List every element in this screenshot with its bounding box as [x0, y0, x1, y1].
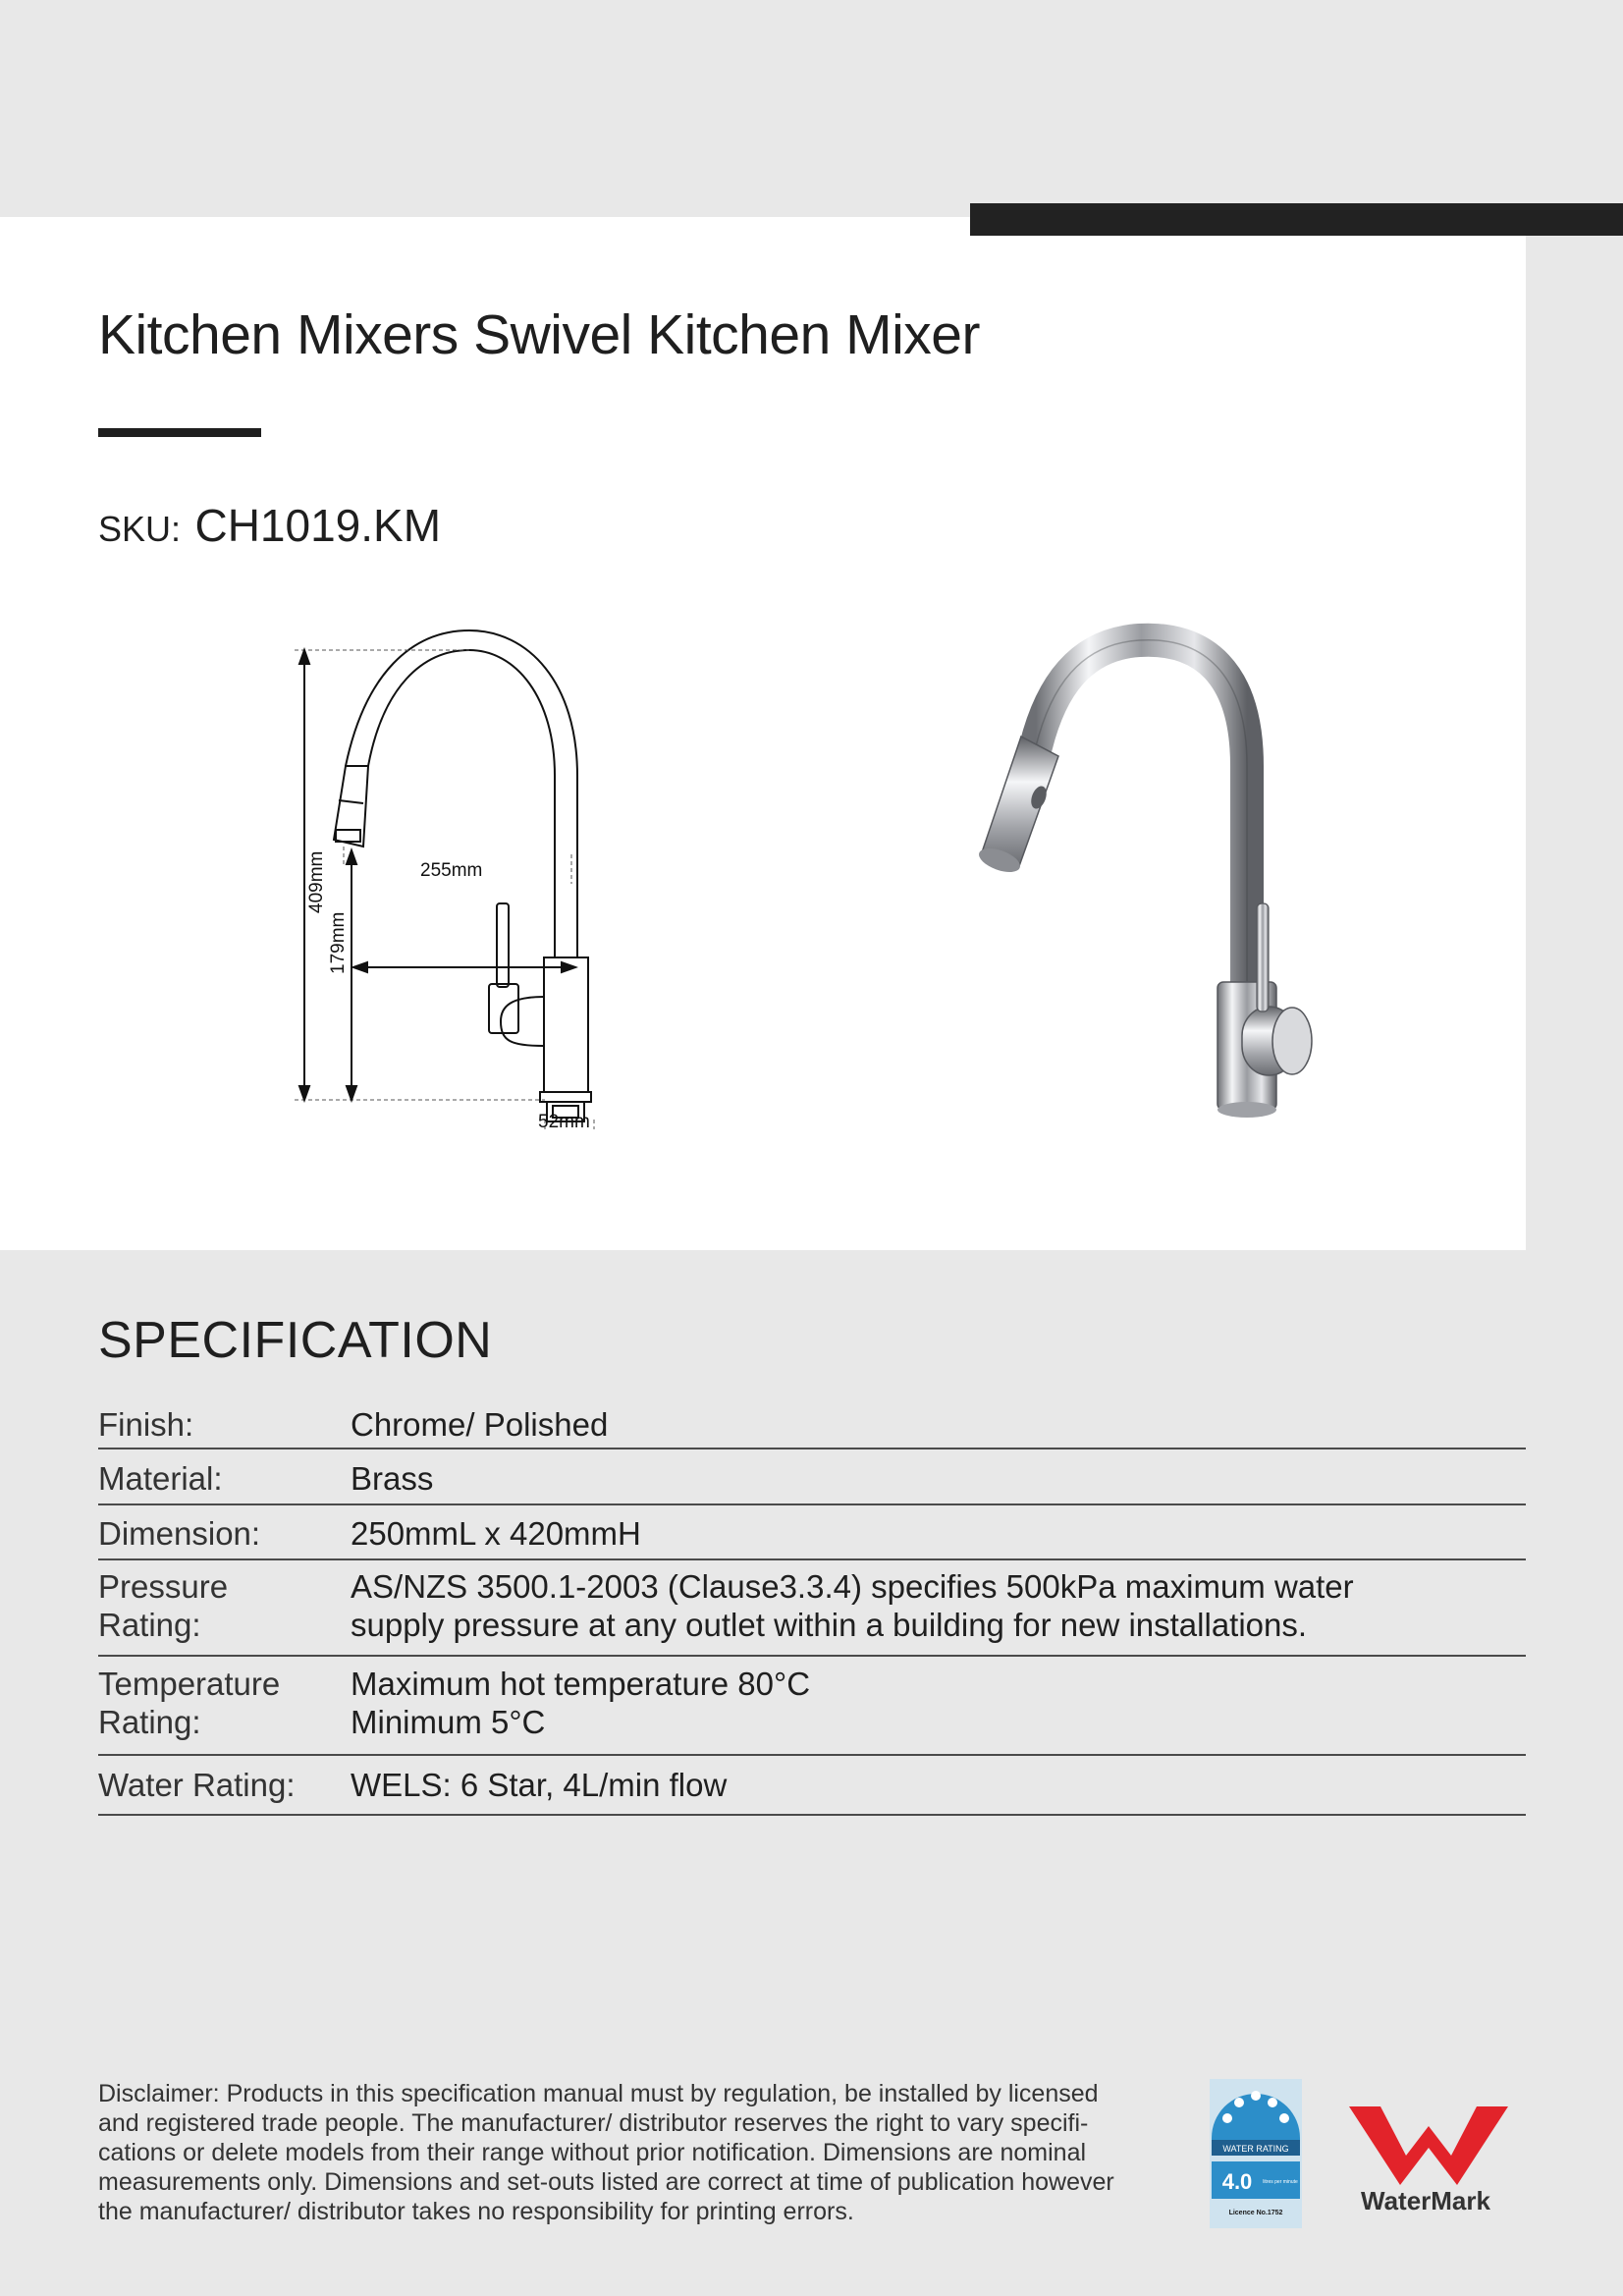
- spec-row-pressure-rating: [98, 1560, 1526, 1657]
- dim-base: 52mm: [538, 1112, 590, 1129]
- wels-rating-badge: [1210, 2079, 1302, 2228]
- spec-value-line: supply pressure at any outlet within a building for new installations.: [351, 1607, 1308, 1643]
- spec-label: [98, 1567, 351, 1655]
- header-accent-bar: [970, 203, 1623, 236]
- disclaimer-line: the manufacturer/ distributor takes no responsibility for printing errors.: [98, 2198, 854, 2225]
- spec-value: [351, 1567, 1526, 1655]
- spec-label-line: Rating:: [98, 1607, 201, 1643]
- wels-licence: Licence No.1752: [1228, 2210, 1283, 2216]
- spec-value: Brass: [351, 1460, 434, 1497]
- dim-reach: 255mm: [420, 860, 483, 881]
- spec-row-material: [98, 1449, 1526, 1505]
- specification-heading: SPECIFICATION: [98, 1312, 493, 1369]
- disclaimer-line: measurements only. Dimensions and set-outs listed are correct at time of publication however: [98, 2168, 1114, 2196]
- disclaimer-line: and registered trade people. The manufacturer/ distributor reserves the right to vary specifi-: [98, 2109, 1089, 2137]
- sku-label: SKU:: [98, 509, 182, 549]
- dimension-drawing: [265, 629, 619, 1129]
- spec-value-line: AS/NZS 3500.1-2003 (Clause3.3.4) specifies 500kPa maximum water: [351, 1568, 1354, 1605]
- specification-table: [98, 1396, 1526, 1816]
- spec-row-temperature-rating: [98, 1657, 1526, 1756]
- spec-label-line: Rating:: [98, 1704, 201, 1740]
- dim-height-total: 409mm: [306, 850, 327, 913]
- spec-value: [351, 1665, 1526, 1754]
- spec-row-dimension: [98, 1505, 1526, 1560]
- spec-value: 250mmL x 420mmH: [351, 1515, 641, 1552]
- page-title: Kitchen Mixers Swivel Kitchen Mixer: [98, 303, 980, 366]
- disclaimer-line: cations or delete models from their range without prior notification. Dimensions are nominal: [98, 2139, 1087, 2166]
- sku-line: [98, 499, 441, 552]
- wels-rating-value: 4.0: [1221, 2169, 1253, 2194]
- spec-label: Dimension:: [98, 1515, 261, 1552]
- product-photo: [943, 619, 1355, 1129]
- sku-value: CH1019.KM: [194, 500, 442, 551]
- watermark-label: WaterMark: [1361, 2186, 1490, 2215]
- wels-rating-unit: litres per minute: [1263, 2179, 1298, 2185]
- spec-label: [98, 1665, 351, 1754]
- spec-label-line: Temperature: [98, 1666, 281, 1702]
- spec-label-line: Pressure: [98, 1568, 229, 1605]
- title-underline: [98, 428, 261, 437]
- spec-label: Material:: [98, 1460, 223, 1497]
- spec-value: WELS: 6 Star, 4L/min flow: [351, 1767, 728, 1803]
- spec-value: Chrome/ Polished: [351, 1406, 609, 1443]
- dim-height-spout: 179mm: [328, 911, 349, 974]
- spec-row-finish: [98, 1396, 1526, 1449]
- disclaimer-line: Disclaimer: Products in this specification manual must by regulation, be installed by licensed: [98, 2080, 1099, 2107]
- spec-label: Water Rating:: [98, 1767, 296, 1803]
- wels-title: WATER RATING: [1222, 2144, 1289, 2154]
- disclaimer: [98, 2079, 1168, 2226]
- spec-value-line: Minimum 5°C: [351, 1704, 546, 1740]
- spec-value-line: Maximum hot temperature 80°C: [351, 1666, 811, 1702]
- spec-label: Finish:: [98, 1406, 194, 1443]
- spec-row-water-rating: [98, 1756, 1526, 1816]
